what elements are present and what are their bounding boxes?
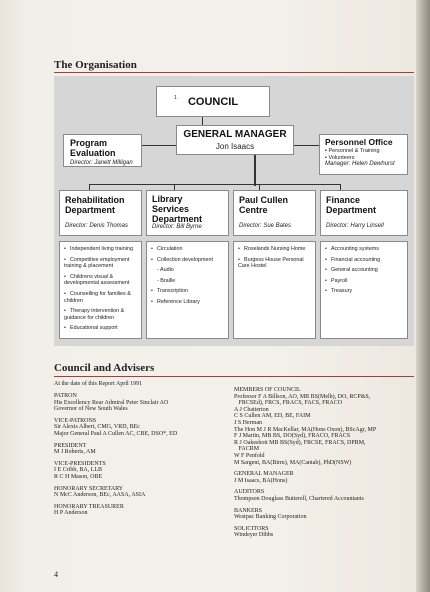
- adviser-line: Major General Paul A Cullen AC, CBE, DSO*, ED: [54, 430, 178, 437]
- advisers-right-column: [234, 381, 414, 539]
- dept-director: Director: Denis Thomas: [65, 223, 129, 229]
- connector-dept-bar: [89, 184, 340, 185]
- adviser-line: Westpac Banking Corporation: [234, 514, 307, 521]
- adviser-line: His Excellency Rear Admiral Peter Sinclair AO: [54, 399, 169, 406]
- list-item: • Roselands Nursing Home: [238, 246, 306, 252]
- list-item: - Braille: [157, 277, 176, 284]
- adviser-heading: HONORARY TREASURER: [54, 503, 124, 510]
- program-title-1: Program: [70, 138, 108, 148]
- dept-director: Director: Harry Linsell: [326, 223, 384, 229]
- dept-list-finance: [320, 241, 408, 339]
- adviser-heading: AUDITORS: [234, 489, 265, 496]
- page-spine-shadow: [416, 0, 430, 592]
- dept-box-paul-cullen: [233, 190, 316, 236]
- adviser-line: H P Anderson: [54, 510, 88, 517]
- adviser-line: The Hon M J R MacKellar, MA(Hons Oxon), BScAgr, MP: [234, 426, 377, 433]
- list-item: • Collection development: [151, 256, 214, 263]
- dept-title: Department: [326, 205, 377, 215]
- list-item: • General accounting: [325, 267, 378, 274]
- advisers-date: At the date of this Report April 1991: [54, 381, 143, 387]
- list-item: • Accounting systems: [325, 246, 379, 252]
- adviser-line: Governor of New South Wales: [54, 406, 128, 413]
- adviser-line: FRCSEd), FRCS, FRACS, FACS, FRACO: [234, 400, 343, 407]
- adviser-line: J M Isaacs, BA(Hons): [234, 477, 288, 484]
- dept-director: Director: Bill Byrne: [152, 224, 202, 230]
- program-evaluation-box: [63, 134, 142, 167]
- council-box: [156, 86, 270, 117]
- adviser-line: M Sargent, BA(Birm), MA(Cantab), PhD(NSW): [234, 459, 352, 466]
- list-item: • Reference Library: [151, 298, 200, 305]
- adviser-section: [54, 418, 229, 438]
- adviser-heading: MEMBERS OF COUNCIL: [234, 387, 301, 393]
- council-title: COUNCIL: [187, 96, 239, 108]
- adviser-section: [234, 387, 414, 466]
- list-item: • Transcription: [151, 288, 188, 295]
- adviser-line: I E Cribb, BA, LLB: [54, 467, 102, 474]
- adviser-section: [54, 393, 229, 413]
- council-mark: 1: [174, 95, 177, 101]
- general-manager-box: [176, 125, 294, 155]
- adviser-heading: VICE-PRESIDENTS: [54, 460, 106, 467]
- list-item: • Childrens visual & developmental assessment: [64, 273, 130, 287]
- adviser-heading: GENERAL MANAGER: [234, 471, 294, 478]
- gm-name: Jon Isaacs: [215, 142, 255, 151]
- personnel-title: Personnel Office: [325, 137, 393, 147]
- connector-personnel: [294, 145, 319, 146]
- adviser-line: FACRM: [234, 446, 260, 453]
- dept-box-finance: [320, 190, 408, 236]
- advisers-title: Council and Advisers: [54, 362, 155, 374]
- list-item: • Circulation: [151, 246, 183, 252]
- dept-title: Paul Cullen: [239, 195, 289, 205]
- adviser-line: F J Martin, MB BS, DO(Syd), FRACO, FRACS: [234, 433, 351, 440]
- adviser-section: [54, 504, 229, 517]
- dept-title: Library: [152, 194, 183, 204]
- adviser-line: N McC Anderson, BEc, AASA, ASIA: [54, 492, 146, 499]
- adviser-heading: SOLICITORS: [234, 525, 269, 532]
- list-item: • Therapy intervention & guidance for children: [64, 308, 125, 321]
- adviser-section: [234, 508, 414, 521]
- dept-box-rehabilitation: [59, 190, 142, 236]
- dept-title: Rehabilitation: [65, 195, 125, 205]
- adviser-section: [234, 489, 414, 502]
- adviser-line: Professor F A Billson, AO, MB BS(Melb), DO, RCP&S,: [234, 393, 371, 400]
- adviser-line: Sir Alexis Albert, CMG, VRD, BEc: [54, 424, 140, 431]
- dept-list-rehabilitation: [59, 241, 142, 339]
- program-title-2: Evaluation: [70, 148, 116, 158]
- adviser-section: [234, 526, 414, 539]
- dept-list-paul-cullen: [233, 241, 316, 339]
- personnel-item: ▪ Personnel & Training: [325, 148, 380, 154]
- dept-title: Department: [152, 214, 203, 224]
- adviser-line: R J Oakeshott MB BS(Syd), FRCSE, FRACS, DPRM,: [234, 439, 366, 446]
- gm-title: GENERAL MANAGER: [183, 129, 287, 140]
- advisers-left-column: [54, 388, 229, 517]
- org-chart: [54, 76, 414, 346]
- list-item: - Audio: [157, 267, 174, 274]
- dept-title: Department: [65, 205, 116, 215]
- adviser-line: R C H Mason, OBE: [54, 473, 103, 480]
- advisers-rule: [54, 376, 414, 377]
- adviser-line: J S Herman: [234, 419, 262, 426]
- program-director: Director: Janett Milligan: [70, 160, 133, 166]
- list-item: • Educational support: [64, 325, 118, 332]
- section-title: The Organisation: [54, 59, 137, 71]
- adviser-heading: HONORARY SECRETARY: [54, 485, 124, 492]
- dept-box-library: [146, 190, 229, 236]
- adviser-line: C S Cullen AM, ED, BE, FAIM: [234, 413, 311, 420]
- list-item: • Payroll: [325, 277, 348, 284]
- adviser-section: [54, 461, 229, 481]
- adviser-heading: PRESIDENT: [54, 442, 87, 449]
- adviser-line: A J Chatterton: [234, 406, 269, 413]
- adviser-section: [234, 471, 414, 484]
- list-item: • Treasury: [325, 288, 353, 295]
- personnel-office-box: [319, 134, 408, 175]
- dept-director: Director: Sue Bates: [239, 223, 292, 229]
- personnel-item: ▪ Volunteers: [325, 154, 355, 161]
- adviser-line: Windeyer Dibbs: [234, 532, 274, 539]
- personnel-manager: Manager: Helen Dewhurst: [325, 161, 395, 167]
- adviser-section: [54, 486, 229, 499]
- adviser-heading: VICE-PATRONS: [54, 417, 97, 424]
- list-item: • Burgess House Personal Care Hostel: [238, 256, 304, 270]
- page-number: 4: [54, 570, 58, 579]
- list-item: • Independent living training: [64, 246, 133, 252]
- dept-title: Centre: [239, 205, 268, 215]
- adviser-section: [54, 443, 229, 456]
- list-item: • Competitive employment training & placement: [64, 256, 130, 270]
- adviser-heading: PATRON: [54, 393, 77, 399]
- adviser-line: M J Roberts, AM: [54, 449, 96, 456]
- dept-title: Finance: [326, 195, 361, 205]
- section-rule: [54, 72, 414, 73]
- list-item: • Financial accounting: [325, 256, 381, 263]
- dept-list-library: [146, 241, 229, 339]
- list-item: • Counselling for families & children: [64, 290, 131, 304]
- dept-title: Services: [152, 204, 190, 214]
- adviser-line: Thompson Douglass Butterell, Chartered Accountants: [234, 495, 364, 502]
- adviser-heading: BANKERS: [234, 507, 263, 514]
- adviser-line: W F Penfold: [234, 452, 265, 459]
